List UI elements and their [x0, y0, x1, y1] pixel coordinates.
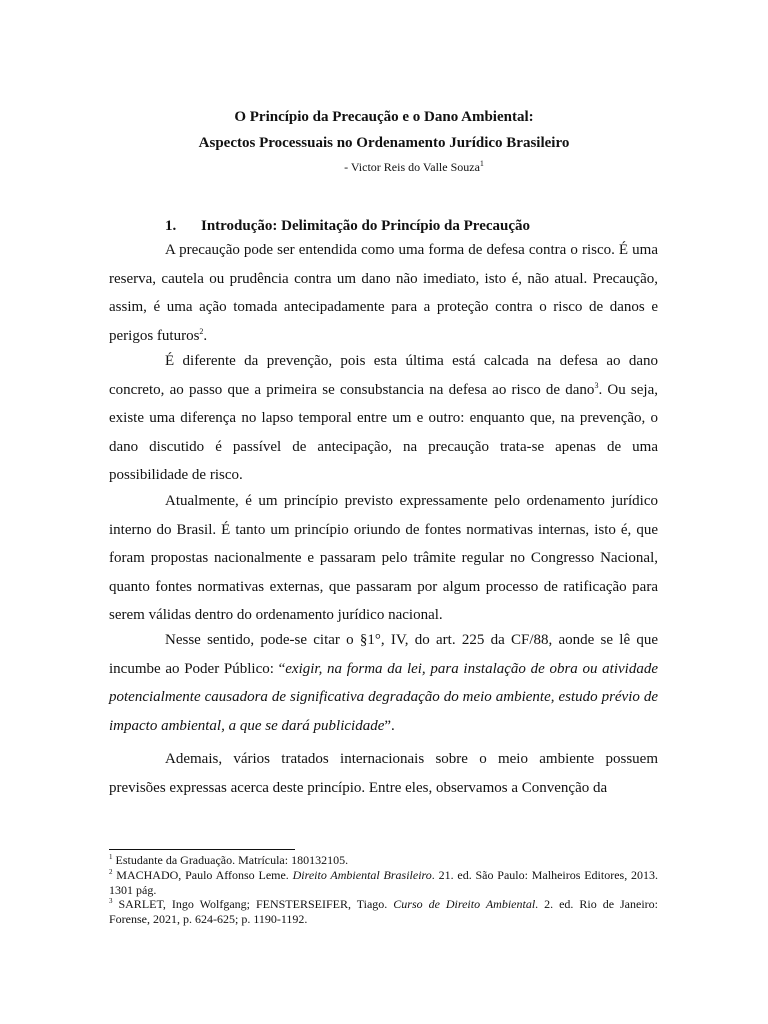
author-line	[0, 159, 768, 175]
paragraph-1-text: A precaução pode ser entendida como uma forma de defesa contra o risco. É uma reserva, cautela ou prudência contra um dano não imediato, isto é, não atual. Precaução, assim, é uma ação tomada antecipadamente para a proteção contra o risco de danos e perigos futuros	[109, 242, 658, 344]
footnotes	[109, 853, 658, 927]
paragraph-5: Ademais, vários tratados internacionais sobre o meio ambiente possuem previsões expressas acerca deste princípio. Entre eles, observamos a Convenção da	[109, 751, 658, 796]
footnote-separator	[109, 849, 295, 850]
footnote-number: 3	[109, 897, 113, 906]
constitutional-quote: exigir, na forma da lei, para instalação de obra ou atividade potencialmente causadora de significativa degradação do meio ambiente, estudo prévio de impacto ambiental, a que se dará publicidade	[109, 660, 658, 734]
section-title: Introdução: Delimitação do Princípio da Precaução	[201, 218, 531, 234]
section-number: 1.	[165, 218, 177, 234]
footnote-text: SARLET, Ingo Wolfgang; FENSTERSEIFER, Tiago.	[112, 897, 394, 912]
document-title-line2: Aspectos Processuais no Ordenamento Jurídico Brasileiro	[198, 135, 570, 151]
footnote-ref-2[interactable]: 2	[199, 326, 204, 336]
paragraph-2-text-a: É diferente da prevenção, pois esta última está calcada na defesa ao dano concreto, ao passo que a primeira se consubstancia na defesa ao risco de dano	[109, 353, 658, 398]
footnote-text: . 2. ed. Rio de Janeiro: Forense, 2021, p. 624-625; p. 1190-1192.	[109, 897, 658, 927]
paragraph-4-text-a: Nesse sentido, pode-se citar o §1°, IV, do art. 225 da CF/88, aonde se lê que incumbe ao Poder Público: “	[109, 632, 658, 677]
footnote-number: 2	[109, 867, 113, 876]
footnote-text: . 21. ed. São Paulo: Malheiros Editores, 2013. 1301 pág.	[109, 867, 659, 897]
paragraph-4	[109, 626, 658, 740]
paragraph-4-text-b: ”.	[384, 717, 395, 734]
footnote-text: Estudante da Graduação. Matrícula: 180132105.	[112, 853, 349, 867]
document-title-line1: O Princípio da Precaução e o Dano Ambiental:	[234, 109, 534, 125]
footnote-text: MACHADO, Paulo Affonso Leme.	[112, 867, 293, 882]
footnote-2	[109, 868, 658, 898]
footnote-ref-3[interactable]: 3	[594, 380, 599, 390]
paragraph-2	[109, 347, 658, 490]
author-name: - Victor Reis do Valle Souza	[344, 160, 480, 174]
paragraph-1-end: .	[203, 327, 208, 344]
footnote-3	[109, 897, 658, 927]
paragraph-2-text-b: . Ou seja, existe uma diferença no lapso temporal entre um e outro: enquanto que, na prevenção, o dano discutido é passível de antecipação, na precaução trata-se apenas de uma possibilidade de risco.	[109, 381, 659, 483]
paragraph-3: Atualmente, é um princípio previsto expressamente pelo ordenamento jurídico interno do Brasil. É tanto um princípio oriundo de fontes normativas internas, isto é, que foram propostas nacionalmente e passaram pelo trâmite regular no Congresso Nacional, quanto fontes normativas externas, que passaram por algum processo de ratificação para serem válidas dentro do ordenamento jurídico nacional.	[109, 493, 658, 623]
footnote-1	[109, 853, 658, 868]
footnote-book-title: Direito Ambiental Brasileiro	[292, 867, 432, 882]
footnote-number: 1	[109, 853, 113, 861]
paragraph-1	[109, 236, 658, 350]
footnote-book-title: Curso de Direito Ambiental	[393, 897, 536, 912]
footnote-ref-1[interactable]: 1	[479, 159, 484, 168]
section-heading	[165, 216, 530, 236]
